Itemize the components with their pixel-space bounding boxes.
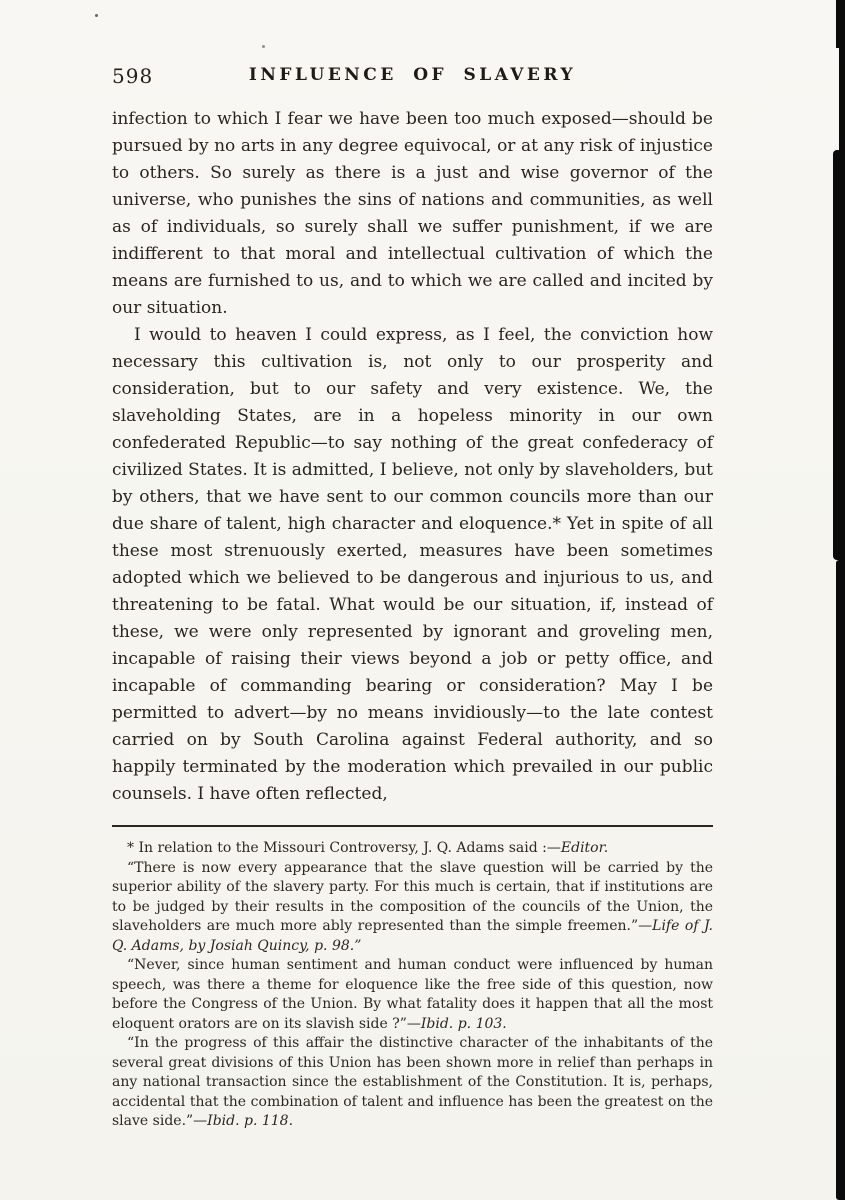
footnote-citation: Life of J. Q. Adams, by Josiah Quincy, p. 98.” [112,918,713,954]
footnotes-list [112,839,713,1132]
page-header [112,62,713,88]
footnote-text: * In relation to the Missouri Controversy, J. Q. Adams said :— [127,840,561,856]
running-title: INFLUENCE OF SLAVERY [248,65,577,85]
footnote-citation: Ibid. p. 118. [207,1113,294,1129]
body-paragraph: I would to heaven I could express, as I feel, the conviction how necessary this cultivation is, not only to our prosperity and consideration, but to our safety and very existence. We, the slaveholding States, are in a hopeless minority in our own confederated Republic—to say nothing of the great confederacy of civilized States. It is admitted, I believe, not only by slaveholders, but by others, that we have sent to our common councils more than our due share of talent, high character and eloquence.* Yet in spite of all these most strenuously exerted, measures have been sometimes adopted which we believed to be dangerous and injurious to us, and threatening to be fatal. What would be our situation, if, instead of these, we were only represented by ignorant and groveling men, incapable of raising their views beyond a job or petty office, and incapable of commanding bearing or consideration? May I be permitted to advert—by no means invidiously—to the late contest carried on by South Carolina against Federal authority, and so happily terminated by the moderation which prevailed in our public counsels. I have often reflected, [112,325,713,804]
footnote-divider [112,825,713,827]
footnote-citation: Editor. [560,840,609,856]
scan-edge-artifact [829,0,845,1200]
body-text [112,106,713,808]
footnote-text: “In the progress of this affair the distinctive character of the inhabitants of the several great divisions of this Union has been shown more in relief than perhaps in any national transaction since the establishment of the Constitution. It is, perhaps, accidental that the combination of talent and influence has been the greatest on the slave side.”— [112,1035,713,1129]
footnote-item [112,956,713,1034]
footnote-item [112,1034,713,1132]
footnote-citation: Ibid. p. 103. [420,1015,507,1032]
scan-speck [262,45,265,48]
scan-edge-blotch [836,560,845,1200]
scan-edge-blotch [836,0,845,48]
page-number: 598 [112,64,154,88]
footnote-item [112,859,713,957]
scan-speck [95,14,98,17]
body-paragraph: infection to which I fear we have been too much exposed—should be pursued by no arts in any degree equivocal, or at any risk of injustice to others. So surely as there is a just and wise governor of the universe, who punishes the sins of nations and communities, as well as of individuals, so surely shall we suffer punishment, if we are indifferent to that moral and intellectual cultivation of which the means are furnished to us, and to which we are called and incited by our situation. [112,109,713,318]
scan-edge-strip [839,0,845,1200]
footnote-item [112,839,713,859]
footnote-text: “There is now every appearance that the slave question will be carried by the superior ability of the slavery party. For this much is certain, that if institutions are to be judged by their results in the composition of the councils of the Union, the slaveholders are much more ably represented than the simple freemen.”— [112,859,713,934]
scan-edge-blotch [833,150,845,560]
footnote-text: “Never, since human sentiment and human conduct were influenced by human speech, was there a theme for eloquence like the free side of this question, now before the Congress of the Union. By what fatality does it happen that all the most eloquent orators are on its slavish side ?”— [112,957,713,1032]
